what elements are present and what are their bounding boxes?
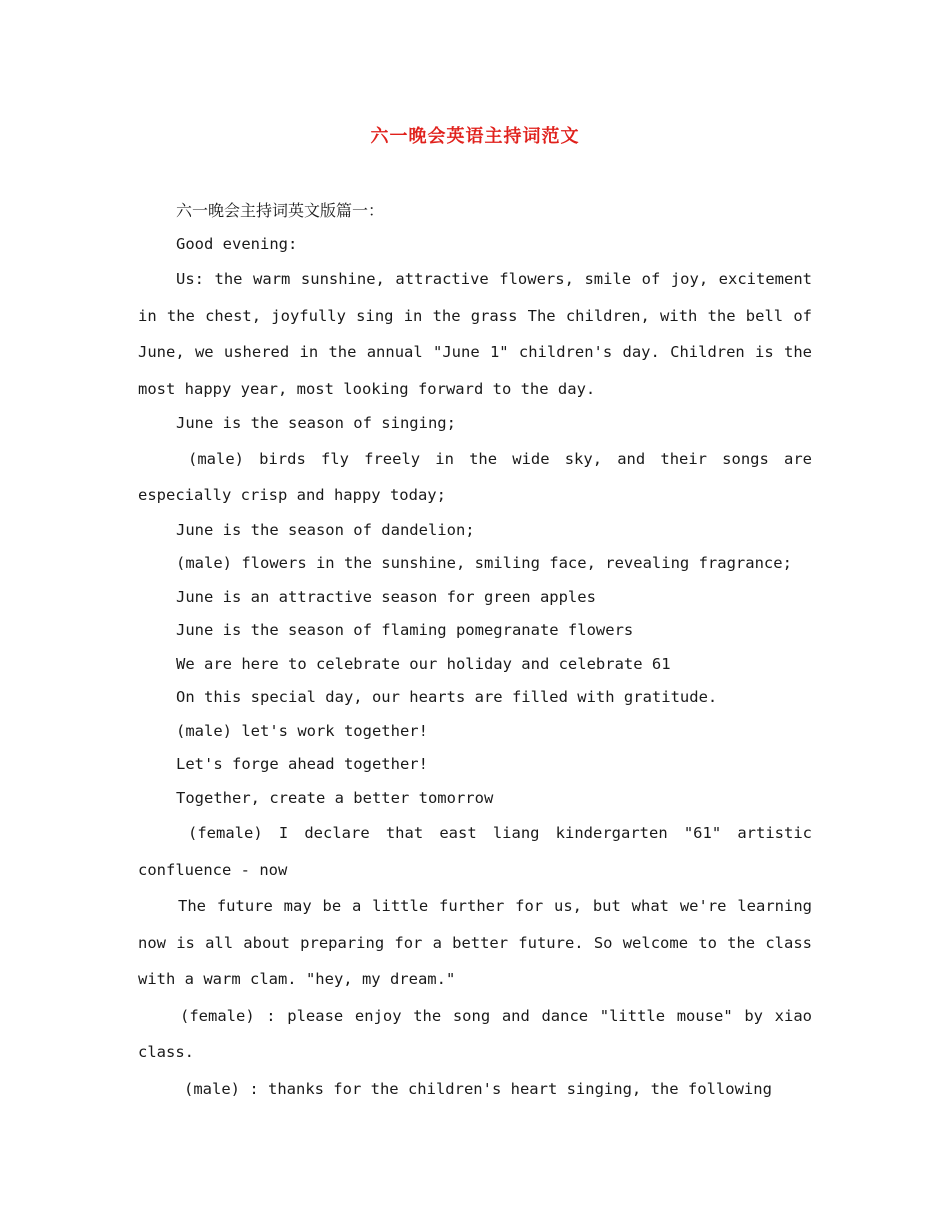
paragraph: June is the season of singing; (176, 414, 456, 432)
paragraph: Let's forge ahead together! (176, 755, 428, 773)
paragraph: June is an attractive season for green apples (176, 587, 596, 606)
document-body (138, 194, 812, 1107)
paragraph: (male) let's work together! (176, 721, 428, 740)
paragraph: (male) : thanks for the children's heart singing, the following (184, 1079, 772, 1098)
paragraph: June is the season of dandelion; (176, 520, 475, 539)
page-title: 六一晚会英语主持词范文 (370, 126, 580, 147)
paragraph: We are here to celebrate our holiday and celebrate 61 (176, 654, 671, 673)
paragraph: The future may be a little further for us, but what we're learning now is all about preparing for a better future. So welcome to the class with a warm clam. "hey, my dream." (138, 897, 812, 988)
paragraph: (female) : please enjoy the song and dance "little mouse" by xiao class. (138, 1006, 812, 1061)
paragraph: Good evening: (176, 234, 298, 253)
paragraph: (female) I declare that east liang kindergarten "61" artistic confluence - now (138, 824, 812, 879)
paragraph: Us: the warm sunshine, attractive flowers, smile of joy, excitement in the chest, joyfully sing in the grass The children, with the bell of June, we ushered in the annual "June 1" children's day. Children is the most happy year, most looking forward to the day. (138, 270, 812, 398)
section-heading: 六一晚会主持词英文版篇一： (176, 201, 385, 220)
paragraph: On this special day, our hearts are filled with gratitude. (176, 688, 718, 706)
paragraph: (male) flowers in the sunshine, smiling face, revealing fragrance; (176, 554, 792, 572)
paragraph: June is the season of flaming pomegranate flowers (176, 621, 634, 639)
paragraph: (male) birds fly freely in the wide sky, and their songs are especially crisp and happy today; (138, 449, 812, 504)
paragraph: Together, create a better tomorrow (176, 788, 494, 807)
